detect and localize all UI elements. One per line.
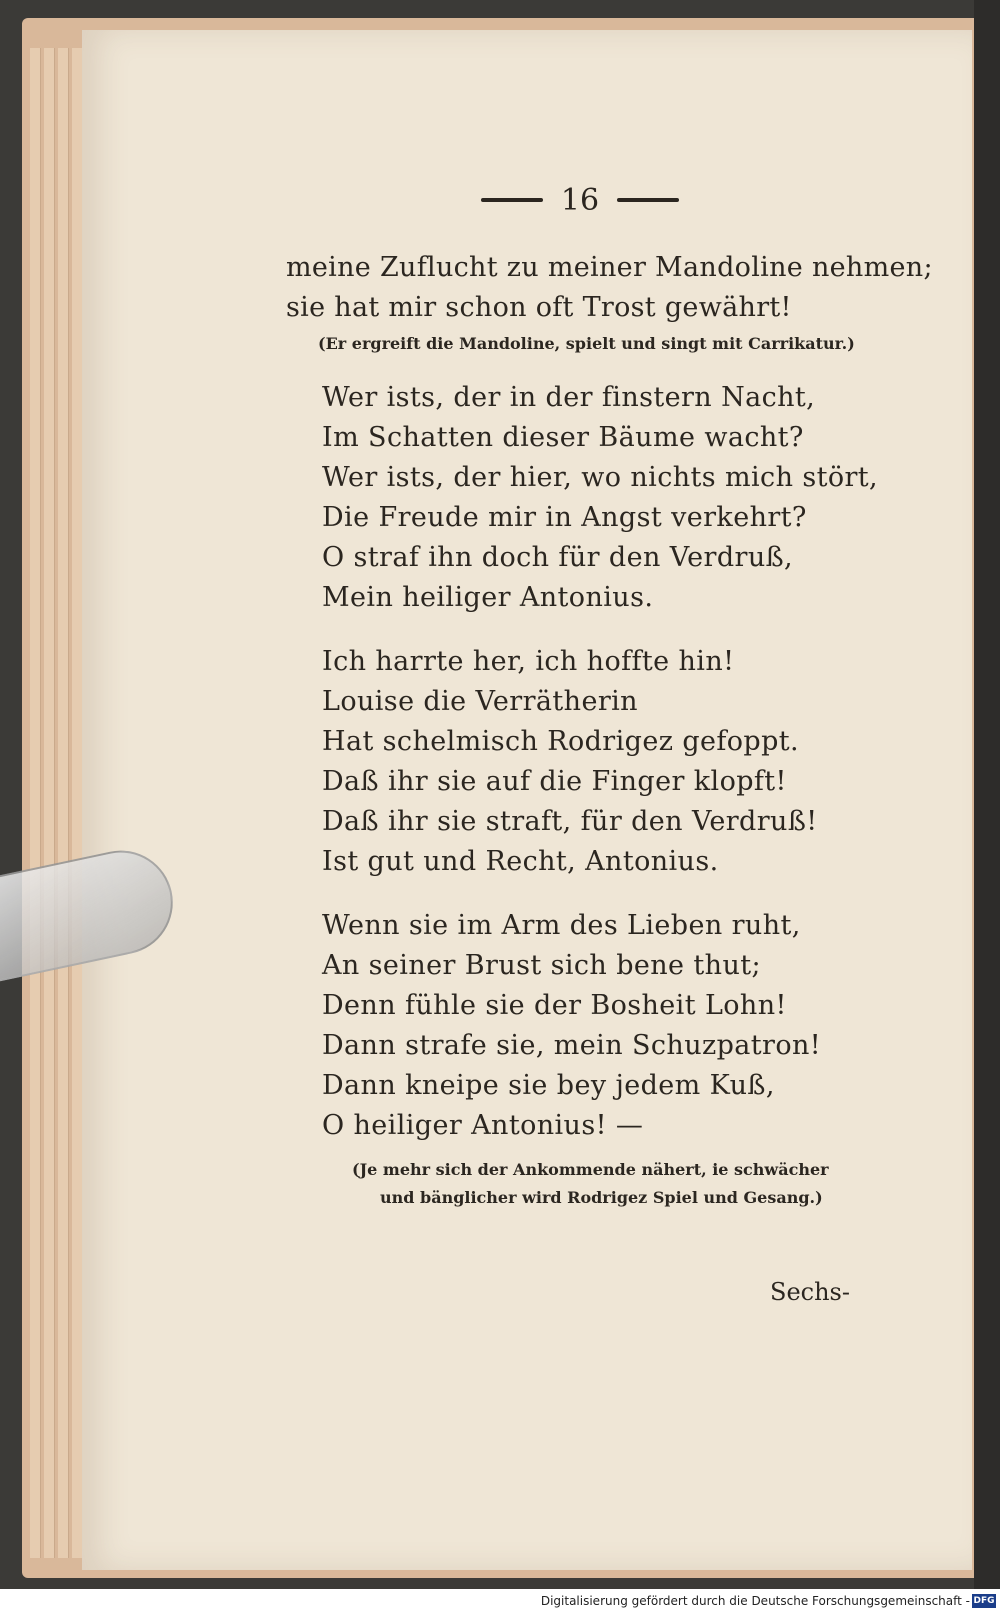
verse-line: O straf ihn doch für den Verdruß, <box>322 542 794 573</box>
footer-bar <box>0 1589 1000 1611</box>
page-edge <box>44 48 55 1558</box>
header-ornament-right <box>617 198 679 202</box>
verse-line: Wer ists, der hier, wo nichts mich stört, <box>322 462 879 493</box>
stage-direction: (Je mehr sich der Ankommende nähert, ie schwächer <box>352 1160 829 1179</box>
verse-line: An seiner Brust sich bene thut; <box>322 950 761 981</box>
verse-line: Ich harrte her, ich hoffte hin! <box>322 646 735 677</box>
scan-right-edge <box>974 0 1000 1611</box>
header-ornament-left <box>481 198 543 202</box>
verse-line: Hat schelmisch Rodrigez gefoppt. <box>322 726 800 757</box>
verse-line: Daß ihr sie straft, für den Verdruß! <box>322 806 818 837</box>
verse-line: Die Freude mir in Angst verkehrt? <box>322 502 807 533</box>
stage-direction: (Er ergreift die Mandoline, spielt und singt mit Carrikatur.) <box>318 334 855 353</box>
verse-line: Daß ihr sie auf die Finger klopft! <box>322 766 787 797</box>
stage-direction: und bänglicher wird Rodrigez Spiel und Gesang.) <box>380 1188 823 1207</box>
verse-line: Im Schatten dieser Bäume wacht? <box>322 422 804 453</box>
verse-line: Dann kneipe sie bey jedem Kuß, <box>322 1070 775 1101</box>
dfg-logo: DFG <box>973 1596 995 1606</box>
verse-line: Mein heiliger Antonius. <box>322 582 654 613</box>
page-edge <box>30 48 41 1558</box>
verse-line: Denn fühle sie der Bosheit Lohn! <box>322 990 787 1021</box>
prose-line: sie hat mir schon oft Trost gewährt! <box>286 292 792 323</box>
verse-line: Wer ists, der in der finstern Nacht, <box>322 382 816 413</box>
catchword: Sechs- <box>770 1278 850 1306</box>
page-header <box>450 180 710 220</box>
funding-credit: Digitalisierung gefördert durch die Deutsche Forschungsgemeinschaft - <box>540 1594 970 1608</box>
page-number: 16 <box>560 182 600 218</box>
verse-line: Ist gut und Recht, Antonius. <box>322 846 719 877</box>
verse-line: Louise die Verrätherin <box>322 686 638 717</box>
page-edge <box>58 48 69 1558</box>
verse-line: O heiliger Antonius! — <box>322 1110 644 1141</box>
verse-line: Wenn sie im Arm des Lieben ruht, <box>322 910 801 941</box>
prose-line: meine Zuflucht zu meiner Mandoline nehmen; <box>286 252 933 283</box>
verse-line: Dann strafe sie, mein Schuzpatron! <box>322 1030 822 1061</box>
